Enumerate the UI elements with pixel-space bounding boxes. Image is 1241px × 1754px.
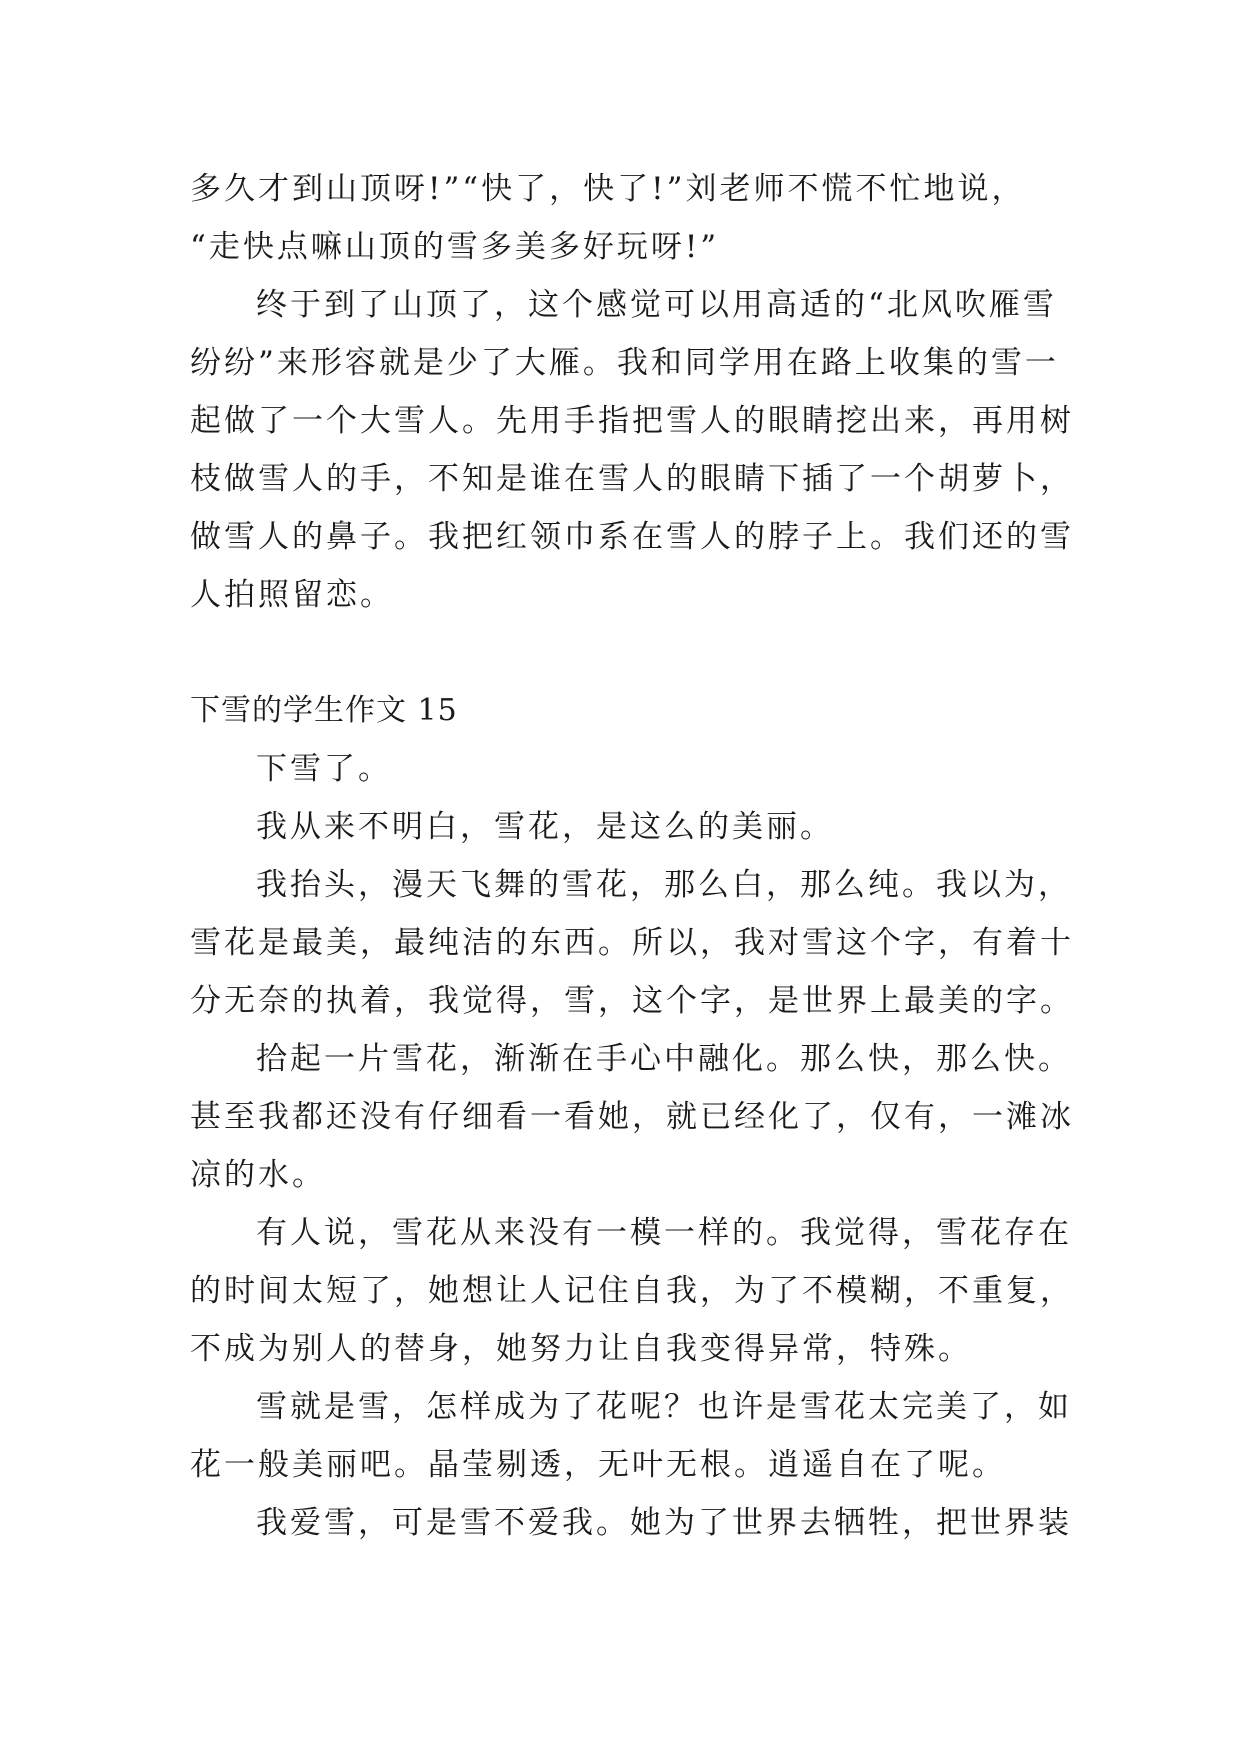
paragraph-look-up	[190, 856, 1074, 1030]
text-line: 人拍照留恋。	[190, 577, 394, 613]
text-line: 拾起一片雪花，渐渐在手心中融化。那么快，那么快。	[256, 1041, 1072, 1077]
text-line: 有人说，雪花从来没有一模一样的。我觉得，雪花存在	[256, 1215, 1072, 1251]
paragraph-never-understood: 我从来不明白，雪花，是这么的美丽。	[256, 809, 834, 845]
paragraph-pick-up	[190, 1030, 1074, 1204]
paragraph-people-say	[190, 1204, 1074, 1378]
text-line: 分无奈的执着，我觉得，雪，这个字，是世界上最美的字。	[190, 983, 1074, 1019]
section-gap	[190, 624, 1050, 682]
document-body	[190, 160, 1074, 1552]
text-line: 甚至我都还没有仔细看一看她，就已经化了，仅有，一滩冰	[190, 1099, 1074, 1135]
text-line: 我爱雪，可是雪不爱我。她为了世界去牺牲，把世界装	[256, 1505, 1072, 1541]
text-line: “走快点嘛山顶的雪多美多好玩呀!”	[190, 229, 720, 265]
text-line: 做雪人的鼻子。我把红领巾系在雪人的脖子上。我们还的雪	[190, 519, 1074, 555]
text-line: 终于到了山顶了，这个感觉可以用高适的“北风吹雁雪	[256, 287, 1057, 323]
text-line: 凉的水。	[190, 1157, 326, 1193]
paragraph-snow-flower	[190, 1378, 1072, 1494]
paragraph-summit	[190, 276, 1074, 624]
text-line: 花一般美丽吧。晶莹剔透，无叶无根。逍遥自在了呢。	[190, 1447, 1006, 1483]
section-title: 下雪的学生作文 15	[190, 693, 458, 728]
text-line: 的时间太短了，她想让人记住自我，为了不模糊，不重复，	[190, 1273, 1074, 1309]
text-line: 雪花是最美，最纯洁的东西。所以，我对雪这个字，有着十	[190, 925, 1074, 961]
text-line: 纷纷”来形容就是少了大雁。我和同学用在路上收集的雪一	[190, 345, 1059, 381]
paragraph-snow: 下雪了。	[256, 751, 392, 787]
text-line: 我抬头，漫天飞舞的雪花，那么白，那么纯。我以为，	[256, 867, 1072, 903]
text-line: 雪就是雪，怎样成为了花呢？也许是雪花太完美了，如	[256, 1389, 1072, 1425]
text-line: 不成为别人的替身，她努力让自我变得异常，特殊。	[190, 1331, 972, 1367]
text-line: 起做了一个大雪人。先用手指把雪人的眼睛挖出来，再用树	[190, 403, 1074, 439]
text-line: 多久才到山顶呀!”“快了，快了!”刘老师不慌不忙地说，	[190, 171, 1026, 207]
paragraph-love-snow	[190, 1494, 1072, 1552]
paragraph-dialogue	[190, 160, 1050, 276]
text-line: 枝做雪人的手，不知是谁在雪人的眼睛下插了一个胡萝卜，	[190, 461, 1074, 497]
